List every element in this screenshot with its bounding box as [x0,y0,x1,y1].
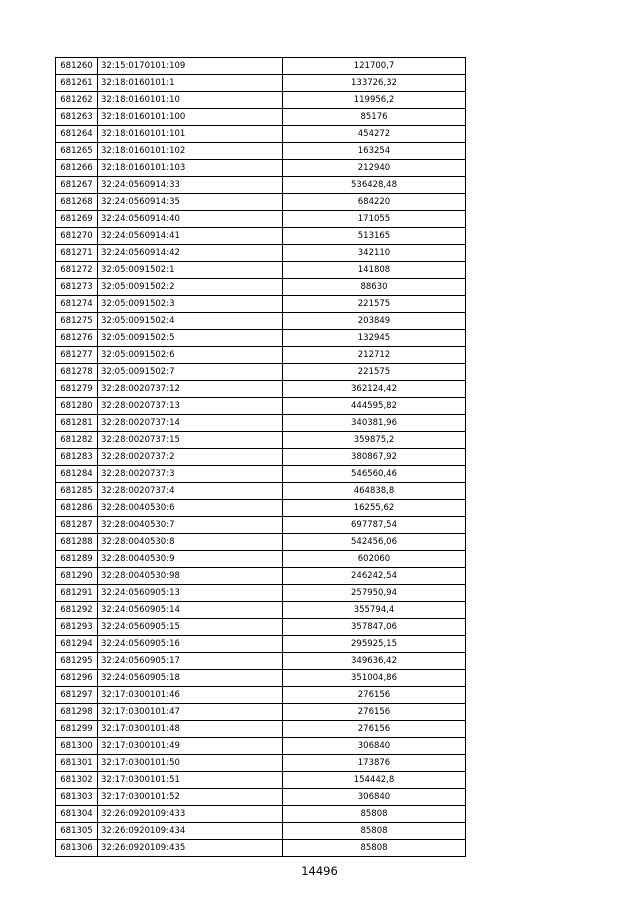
row-number-cell: 681289 [56,551,98,568]
cadastral-number-cell: 32:05:0091502:5 [98,330,283,347]
table-row [56,772,466,789]
cadastral-number-cell: 32:24:0560914:42 [98,245,283,262]
cadastral-number-cell: 32:17:0300101:48 [98,721,283,738]
value-cell: 121700,7 [283,58,466,75]
row-number-cell: 681290 [56,568,98,585]
value-cell: 16255,62 [283,500,466,517]
cadastral-number-cell: 32:28:0040530:98 [98,568,283,585]
row-number-cell: 681277 [56,347,98,364]
row-number-cell: 681298 [56,704,98,721]
cadastral-number-cell: 32:28:0020737:14 [98,415,283,432]
value-cell: 85176 [283,109,466,126]
value-cell: 119956,2 [283,92,466,109]
row-number-cell: 681285 [56,483,98,500]
row-number-cell: 681300 [56,738,98,755]
table-row [56,194,466,211]
value-cell: 141808 [283,262,466,279]
table-row [56,653,466,670]
value-cell: 357847,06 [283,619,466,636]
value-cell: 464838,8 [283,483,466,500]
row-number-cell: 681275 [56,313,98,330]
table-row [56,364,466,381]
table-row [56,670,466,687]
row-number-cell: 681294 [56,636,98,653]
value-cell: 221575 [283,296,466,313]
table-row [56,432,466,449]
value-cell: 212940 [283,160,466,177]
value-cell: 536428,48 [283,177,466,194]
row-number-cell: 681278 [56,364,98,381]
row-number-cell: 681299 [56,721,98,738]
row-number-cell: 681263 [56,109,98,126]
table-row [56,687,466,704]
cadastral-number-cell: 32:24:0560914:35 [98,194,283,211]
table-row [56,262,466,279]
row-number-cell: 681282 [56,432,98,449]
table-row [56,75,466,92]
cadastral-number-cell: 32:28:0040530:6 [98,500,283,517]
value-cell: 340381,96 [283,415,466,432]
cadastral-number-cell: 32:17:0300101:52 [98,789,283,806]
value-cell: 85808 [283,806,466,823]
value-cell: 697787,54 [283,517,466,534]
value-cell: 212712 [283,347,466,364]
row-number-cell: 681287 [56,517,98,534]
row-number-cell: 681260 [56,58,98,75]
cadastral-number-cell: 32:17:0300101:46 [98,687,283,704]
cadastral-number-cell: 32:28:0040530:7 [98,517,283,534]
cadastral-number-cell: 32:28:0020737:13 [98,398,283,415]
value-cell: 355794,4 [283,602,466,619]
value-cell: 163254 [283,143,466,160]
row-number-cell: 681261 [56,75,98,92]
table-row [56,500,466,517]
cadastral-number-cell: 32:24:0560905:13 [98,585,283,602]
row-number-cell: 681284 [56,466,98,483]
row-number-cell: 681303 [56,789,98,806]
cadastral-number-cell: 32:28:0020737:4 [98,483,283,500]
row-number-cell: 681265 [56,143,98,160]
cadastral-number-cell: 32:05:0091502:3 [98,296,283,313]
row-number-cell: 681306 [56,840,98,857]
value-cell: 546560,46 [283,466,466,483]
table-row [56,126,466,143]
table-row [56,466,466,483]
value-cell: 542456,06 [283,534,466,551]
cadastral-number-cell: 32:24:0560914:33 [98,177,283,194]
value-cell: 132945 [283,330,466,347]
table-row [56,823,466,840]
cadastral-number-cell: 32:28:0020737:15 [98,432,283,449]
value-cell: 257950,94 [283,585,466,602]
table-row [56,177,466,194]
cadastral-number-cell: 32:17:0300101:47 [98,704,283,721]
value-cell: 351004,86 [283,670,466,687]
value-cell: 154442,8 [283,772,466,789]
table-row [56,228,466,245]
row-number-cell: 681302 [56,772,98,789]
row-number-cell: 681305 [56,823,98,840]
cadastral-number-cell: 32:18:0160101:101 [98,126,283,143]
cadastral-number-cell: 32:05:0091502:6 [98,347,283,364]
row-number-cell: 681272 [56,262,98,279]
value-cell: 306840 [283,789,466,806]
table-row [56,245,466,262]
value-cell: 295925,15 [283,636,466,653]
cadastral-number-cell: 32:05:0091502:4 [98,313,283,330]
cadastral-number-cell: 32:26:0920109:433 [98,806,283,823]
page-number: 14496 [301,864,338,878]
value-cell: 246242,54 [283,568,466,585]
table-row [56,211,466,228]
value-cell: 203849 [283,313,466,330]
table-row [56,483,466,500]
table-row [56,398,466,415]
cadastral-number-cell: 32:24:0560905:16 [98,636,283,653]
cadastral-number-cell: 32:17:0300101:51 [98,772,283,789]
value-cell: 444595,82 [283,398,466,415]
value-cell: 85808 [283,823,466,840]
value-cell: 342110 [283,245,466,262]
value-cell: 684220 [283,194,466,211]
table-row [56,840,466,857]
cadastral-number-cell: 32:18:0160101:102 [98,143,283,160]
table-row [56,330,466,347]
cadastral-number-cell: 32:28:0020737:2 [98,449,283,466]
cadastral-number-cell: 32:24:0560905:18 [98,670,283,687]
value-cell: 306840 [283,738,466,755]
value-cell: 221575 [283,364,466,381]
table-row [56,602,466,619]
table-row [56,347,466,364]
table-row [56,279,466,296]
table-row [56,109,466,126]
cadastral-number-cell: 32:24:0560914:41 [98,228,283,245]
row-number-cell: 681288 [56,534,98,551]
table-row [56,551,466,568]
row-number-cell: 681268 [56,194,98,211]
row-number-cell: 681264 [56,126,98,143]
table-row [56,738,466,755]
table-row [56,58,466,75]
table-row [56,636,466,653]
cadastral-number-cell: 32:24:0560914:40 [98,211,283,228]
value-cell: 602060 [283,551,466,568]
row-number-cell: 681270 [56,228,98,245]
row-number-cell: 681291 [56,585,98,602]
cadastral-number-cell: 32:26:0920109:434 [98,823,283,840]
row-number-cell: 681279 [56,381,98,398]
row-number-cell: 681276 [56,330,98,347]
value-cell: 380867,92 [283,449,466,466]
table-row [56,415,466,432]
table-row [56,92,466,109]
row-number-cell: 681296 [56,670,98,687]
row-number-cell: 681301 [56,755,98,772]
cadastral-number-cell: 32:17:0300101:49 [98,738,283,755]
table-row [56,517,466,534]
value-cell: 454272 [283,126,466,143]
table-row [56,381,466,398]
row-number-cell: 681293 [56,619,98,636]
value-cell: 276156 [283,687,466,704]
value-cell: 171055 [283,211,466,228]
cadastral-number-cell: 32:28:0040530:8 [98,534,283,551]
cadastral-number-cell: 32:28:0040530:9 [98,551,283,568]
value-cell: 362124,42 [283,381,466,398]
row-number-cell: 681281 [56,415,98,432]
table-row [56,806,466,823]
table-body [56,58,466,857]
value-cell: 276156 [283,704,466,721]
row-number-cell: 681304 [56,806,98,823]
table-row [56,296,466,313]
row-number-cell: 681280 [56,398,98,415]
row-number-cell: 681297 [56,687,98,704]
row-number-cell: 681262 [56,92,98,109]
value-cell: 85808 [283,840,466,857]
cadastral-number-cell: 32:24:0560905:17 [98,653,283,670]
cadastral-number-cell: 32:15:0170101:109 [98,58,283,75]
table-row [56,534,466,551]
value-cell: 349636,42 [283,653,466,670]
row-number-cell: 681286 [56,500,98,517]
table-row [56,160,466,177]
cadastral-number-cell: 32:18:0160101:103 [98,160,283,177]
row-number-cell: 681274 [56,296,98,313]
row-number-cell: 681273 [56,279,98,296]
cadastral-number-cell: 32:26:0920109:435 [98,840,283,857]
table-row [56,704,466,721]
table-row [56,568,466,585]
cadastral-number-cell: 32:24:0560905:15 [98,619,283,636]
row-number-cell: 681283 [56,449,98,466]
row-number-cell: 681267 [56,177,98,194]
table-row [56,585,466,602]
row-number-cell: 681271 [56,245,98,262]
value-cell: 173876 [283,755,466,772]
row-number-cell: 681292 [56,602,98,619]
value-cell: 513165 [283,228,466,245]
table-row [56,313,466,330]
cadastral-number-cell: 32:18:0160101:100 [98,109,283,126]
cadastral-number-cell: 32:05:0091502:2 [98,279,283,296]
row-number-cell: 681266 [56,160,98,177]
cadastral-number-cell: 32:05:0091502:1 [98,262,283,279]
table-row [56,721,466,738]
cadastral-number-cell: 32:18:0160101:1 [98,75,283,92]
cadastral-value-table [55,57,466,857]
cadastral-number-cell: 32:28:0020737:12 [98,381,283,398]
cadastral-number-cell: 32:24:0560905:14 [98,602,283,619]
value-cell: 133726,32 [283,75,466,92]
cadastral-number-cell: 32:18:0160101:10 [98,92,283,109]
value-cell: 88630 [283,279,466,296]
value-cell: 276156 [283,721,466,738]
cadastral-number-cell: 32:05:0091502:7 [98,364,283,381]
row-number-cell: 681295 [56,653,98,670]
row-number-cell: 681269 [56,211,98,228]
table-row [56,143,466,160]
value-cell: 359875,2 [283,432,466,449]
cadastral-number-cell: 32:28:0020737:3 [98,466,283,483]
cadastral-number-cell: 32:17:0300101:50 [98,755,283,772]
table-row [56,789,466,806]
table-row [56,449,466,466]
table-row [56,619,466,636]
table-row [56,755,466,772]
